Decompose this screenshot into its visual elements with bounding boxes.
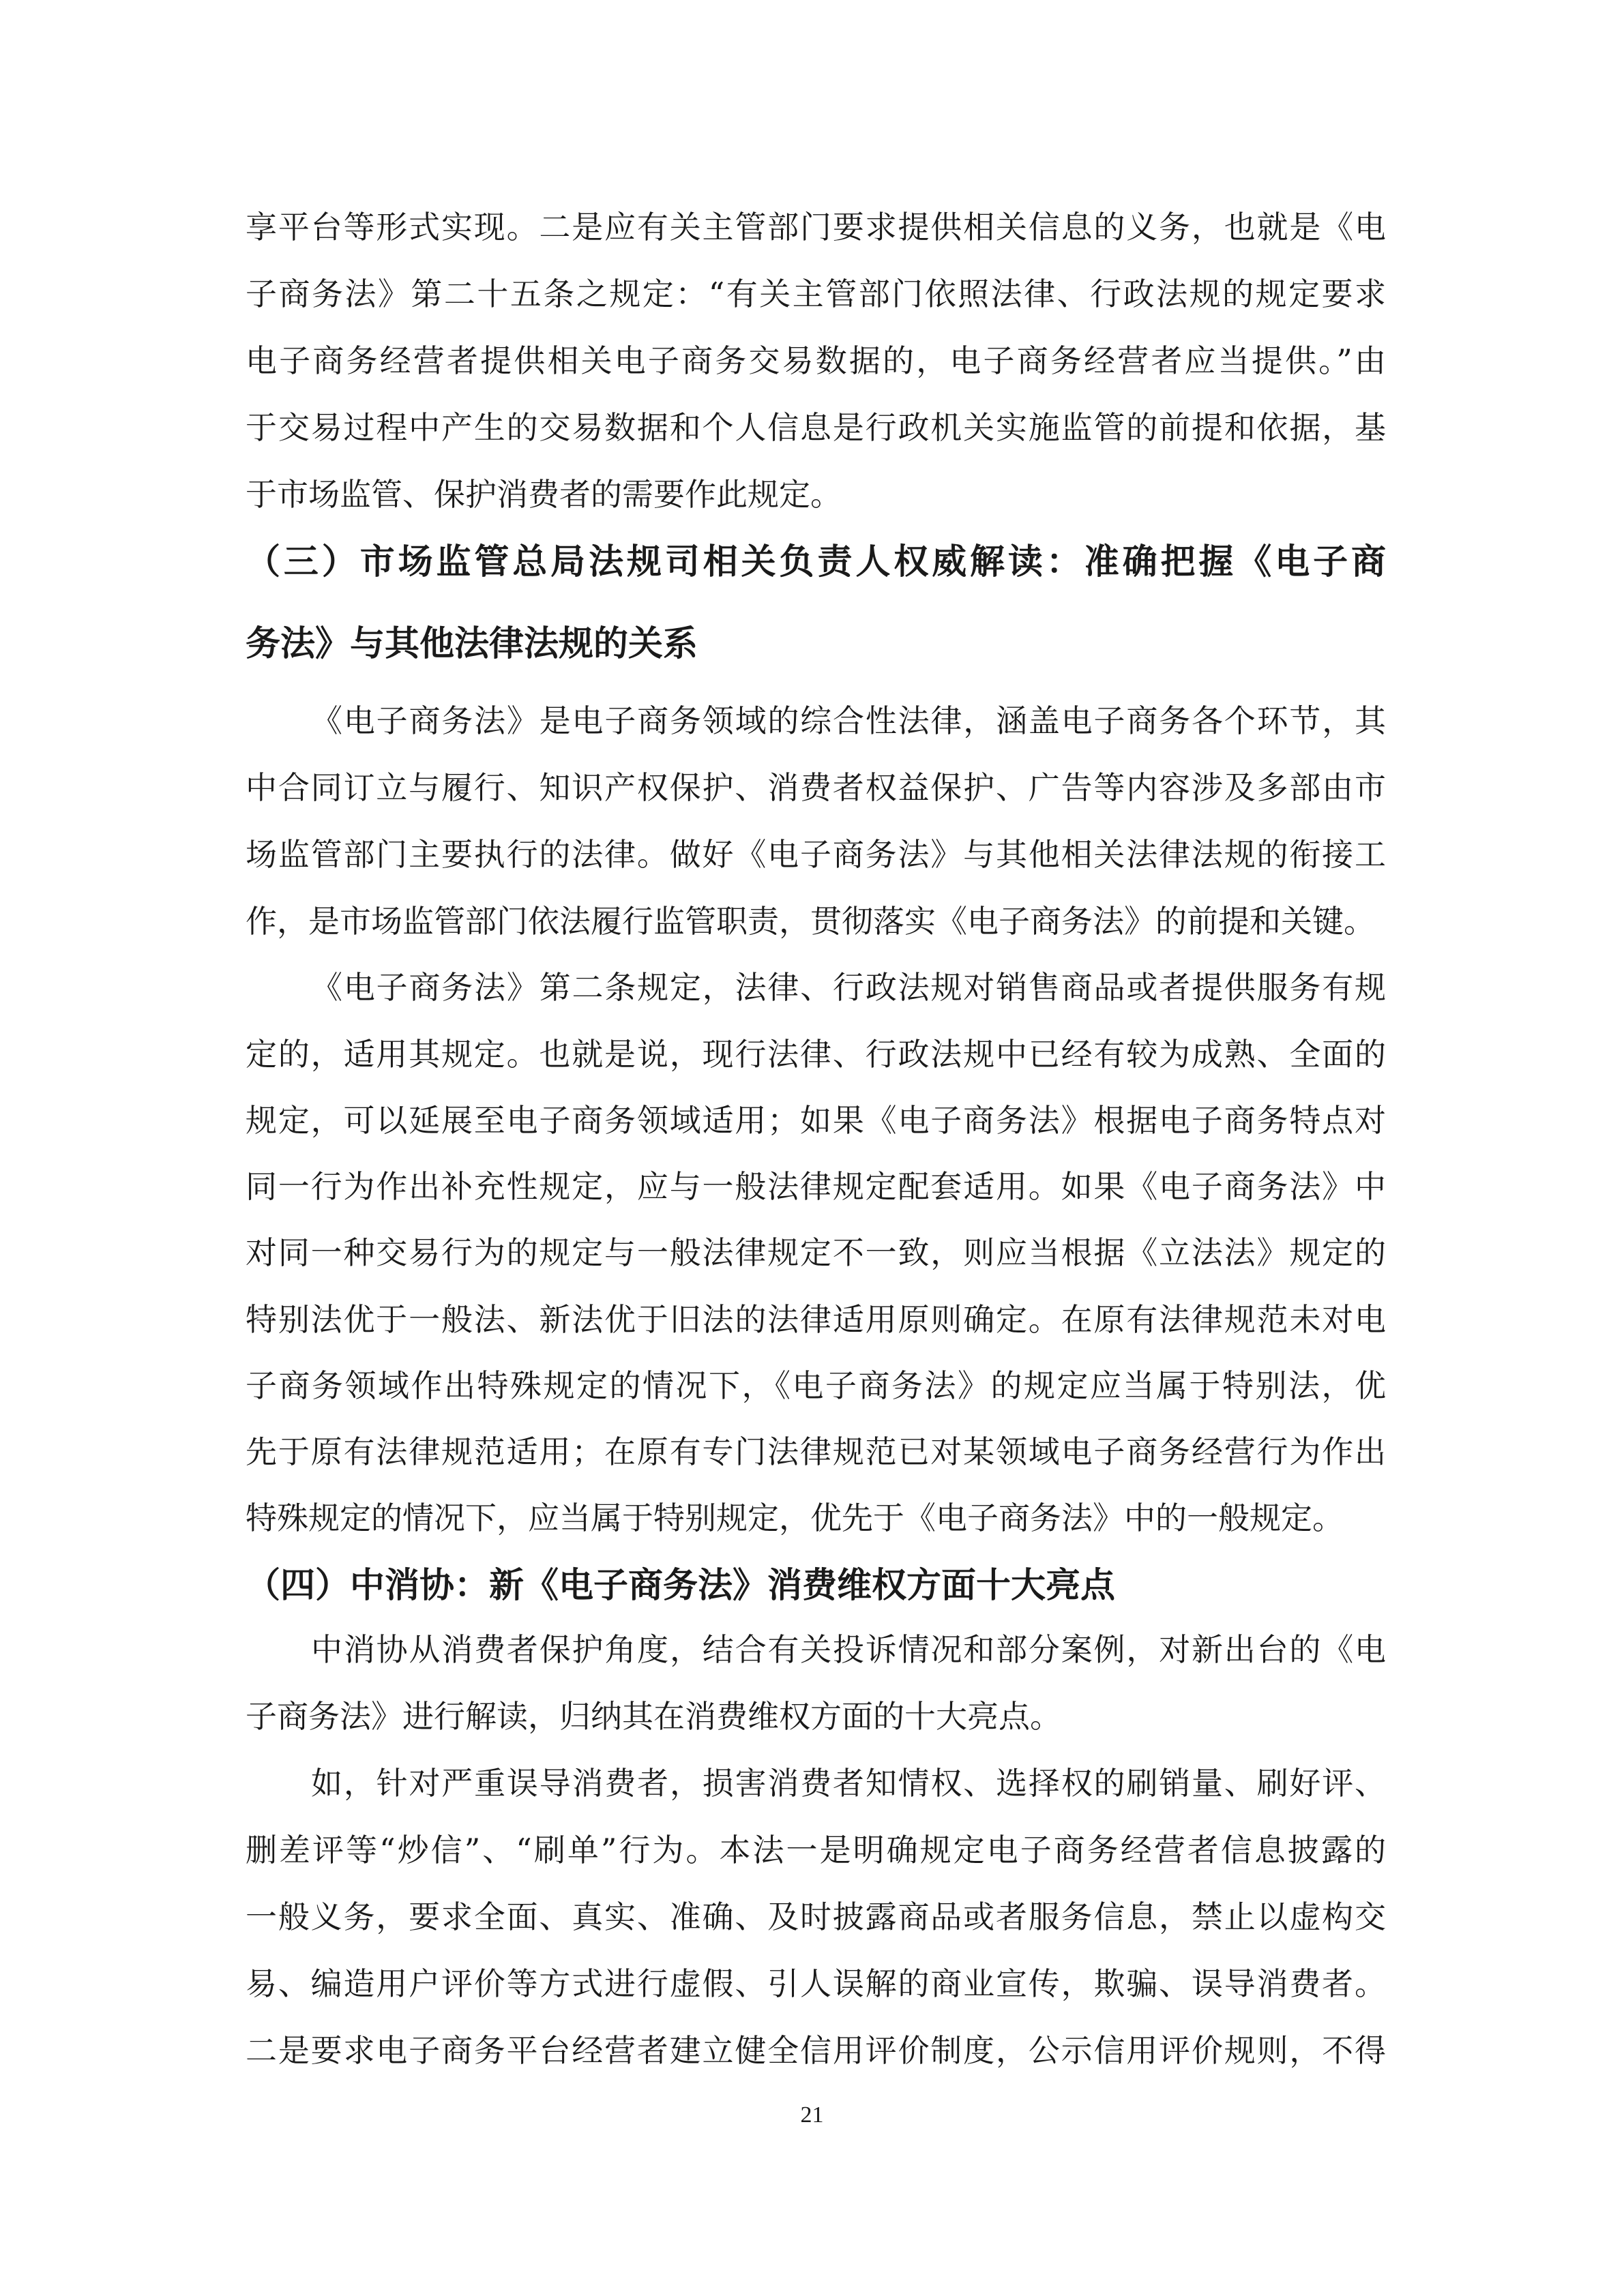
text-line: 规定，可以延展至电子商务领域适用；如果《电子商务法》根据电子商务特点对 xyxy=(246,1102,1386,1139)
text-line: 删差评等“炒信”、“刷单”行为。本法一是明确规定电子商务经营者信息披露的 xyxy=(246,1832,1386,1868)
text-line: 一般义务，要求全面、真实、准确、及时披露商品或者服务信息，禁止以虚构交 xyxy=(246,1898,1386,1935)
heading-line: （四）中消协：新《电子商务法》消费维权方面十大亮点 xyxy=(246,1566,1116,1606)
text-line: 作，是市场监管部门依法履行监管职责，贯彻落实《电子商务法》的前提和关键。 xyxy=(246,903,1375,940)
page-number: 21 xyxy=(800,2102,824,2128)
text-line: 易、编造用户评价等方式进行虚假、引人误解的商业宣传，欺骗、误导消费者。 xyxy=(246,1965,1386,2002)
text-line: 先于原有法律规范适用；在原有专门法律规范已对某领域电子商务经营行为作出 xyxy=(246,1433,1386,1470)
text-line: 《电子商务法》是电子商务领域的综合性法律，涵盖电子商务各个环节，其 xyxy=(311,702,1386,739)
text-line: 定的，适用其规定。也就是说，现行法律、行政法规中已经有较为成熟、全面的 xyxy=(246,1036,1386,1073)
text-line: 享平台等形式实现。二是应有关主管部门要求提供相关信息的义务，也就是《电 xyxy=(246,209,1386,245)
text-line: 子商务法》第二十五条之规定：“有关主管部门依照法律、行政法规的规定要求 xyxy=(246,275,1386,312)
text-line: 于市场监管、保护消费者的需要作此规定。 xyxy=(246,476,842,513)
text-line: 中合同订立与履行、知识产权保护、消费者权益保护、广告等内容涉及多部由市 xyxy=(246,769,1386,806)
text-line: 特殊规定的情况下，应当属于特别规定，优先于《电子商务法》中的一般规定。 xyxy=(246,1500,1344,1536)
text-line: 于交易过程中产生的交易数据和个人信息是行政机关实施监管的前提和依据，基 xyxy=(246,409,1386,446)
text-line: 子商务法》进行解读，归纳其在消费维权方面的十大亮点。 xyxy=(246,1698,1061,1735)
text-line: 对同一种交易行为的规定与一般法律规定不一致，则应当根据《立法法》规定的 xyxy=(246,1234,1386,1271)
text-line: 《电子商务法》第二条规定，法律、行政法规对销售商品或者提供服务有规 xyxy=(311,969,1386,1006)
text-line: 特别法优于一般法、新法优于旧法的法律适用原则确定。在原有法律规范未对电 xyxy=(246,1301,1386,1338)
text-line: 电子商务经营者提供相关电子商务交易数据的，电子商务经营者应当提供。”由 xyxy=(246,342,1386,379)
text-line: 子商务领域作出特殊规定的情况下，《电子商务法》的规定应当属于特别法，优 xyxy=(246,1367,1386,1404)
text-line: 二是要求电子商务平台经营者建立健全信用评价制度，公示信用评价规则，不得 xyxy=(246,2032,1386,2069)
heading-line: （三）市场监管总局法规司相关负责人权威解读：准确把握《电子商 xyxy=(246,542,1386,582)
heading-line: 务法》与其他法律法规的关系 xyxy=(246,624,698,664)
text-line: 场监管部门主要执行的法律。做好《电子商务法》与其他相关法律法规的衔接工 xyxy=(246,836,1386,873)
text-line: 中消协从消费者保护角度，结合有关投诉情况和部分案例，对新出台的《电 xyxy=(311,1631,1386,1668)
text-line: 同一行为作出补充性规定，应与一般法律规定配套适用。如果《电子商务法》中 xyxy=(246,1168,1386,1205)
text-line: 如，针对严重误导消费者，损害消费者知情权、选择权的刷销量、刷好评、 xyxy=(311,1765,1386,1802)
